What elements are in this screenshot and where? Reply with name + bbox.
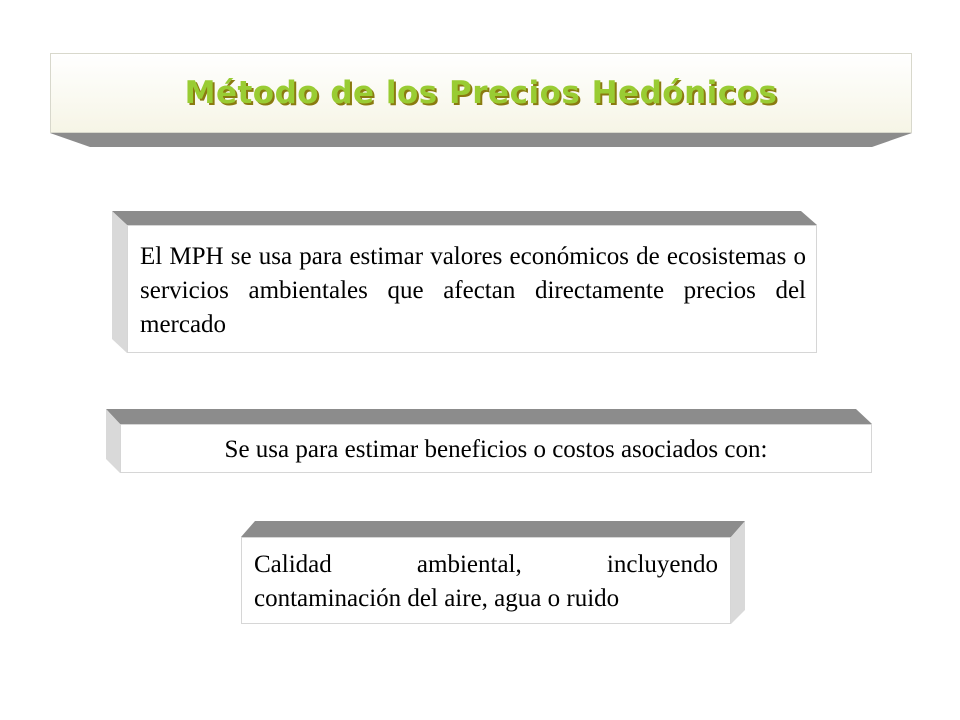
quality-text-line2: contaminación del aire, agua o ruido [254,585,620,612]
usage-box [120,424,872,473]
slide-title: Método de los Precios Hedónicos [184,75,778,111]
box3-top-bevel [241,521,745,537]
definition-box [127,225,817,353]
quality-box [241,537,731,624]
box1-left-bevel [112,211,127,353]
definition-text: El MPH se usa para estimar valores económicos de ecosistemas o servicios ambientales que afectan directamente precios del mercado [140,243,806,338]
box3-right-bevel [731,521,745,624]
title-box [50,53,912,133]
box2-top-bevel [106,409,872,424]
usage-text: Se usa para estimar beneficios o costos asociados con: [224,436,768,463]
box1-top-bevel [112,211,817,225]
quality-text-line1: Calidad ambiental, incluyendo [254,551,718,578]
title-box-bevel [50,133,912,147]
